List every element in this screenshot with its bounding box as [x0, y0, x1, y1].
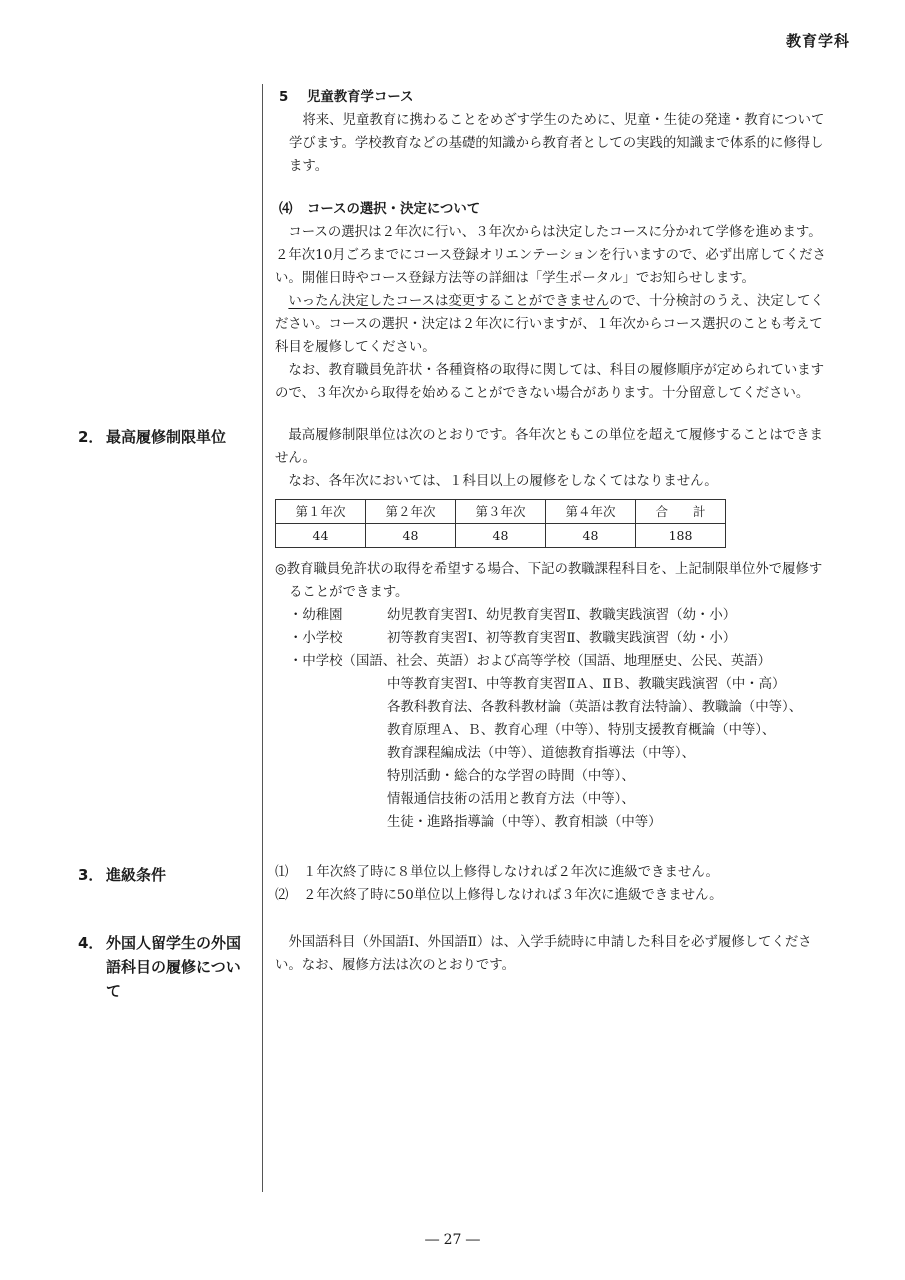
max-units-line: せん。 [275, 451, 316, 466]
table-header-cell: 第１年次 [276, 500, 366, 524]
course-selection-title: コースの選択・決定について [307, 202, 481, 217]
table-cell: 44 [276, 524, 366, 548]
junior-course-line: 生徒・進路指導論（中等）、教育相談（中等） [387, 815, 662, 830]
junior-high-label: ・中学校（国語、社会、英語）および高等学校（国語、地理歴史、公民、英語） [289, 654, 772, 669]
selection-warning-underlined: いったん決定したコースは変更することができません [288, 294, 610, 309]
course5-block [275, 86, 850, 178]
selection-line: ださい。コースの選択・決定は２年次に行いますが、１年次からコース選択のことも考えて [275, 317, 823, 332]
course-selection-block [275, 198, 850, 405]
foreign-language-heading [78, 931, 258, 1003]
list-item [275, 884, 850, 907]
course5-number: 5 [279, 90, 289, 105]
department-header: 教育学科 [785, 32, 850, 50]
list-item [275, 627, 850, 650]
list-item-label: ・小学校 [289, 631, 343, 646]
max-units-block [275, 424, 850, 834]
foreign-heading-line: 語科目の履修につい [106, 958, 241, 976]
table-row [276, 524, 726, 548]
promotion-item-number: ⑴ [275, 865, 289, 880]
table-header-cell: 第４年次 [546, 500, 636, 524]
promotion-title: 進級条件 [106, 866, 167, 884]
foreign-heading-number: 4． [78, 934, 104, 952]
selection-line: コースの選択は２年次に行い、３年次からは決定したコースに分かれて学修を進めます。 [288, 225, 822, 240]
table-header-cell: 合 計 [636, 500, 726, 524]
course5-line: ます。 [289, 159, 329, 174]
junior-course-line: 教育原理Ａ、Ｂ、教育心理（中等）、特別支援教育概論（中等）、 [387, 723, 776, 738]
table-cell: 188 [636, 524, 726, 548]
foreign-heading-line: 外国人留学生の外国 [106, 934, 242, 952]
course5-line: 将来、児童教育に携わることをめざす学生のために、児童・生徒の発達・教育について [302, 113, 825, 128]
promotion-number: 3． [78, 866, 104, 884]
list-item [275, 861, 850, 884]
table-header-row [276, 500, 726, 524]
vertical-divider [262, 84, 263, 1192]
course-selection-heading [275, 198, 850, 221]
junior-high-courses [275, 673, 850, 834]
max-units-title: 最高履修制限単位 [106, 428, 227, 446]
promotion-item-text: ２年次終了時に50単位以上修得しなければ３年次に進級できません。 [303, 888, 723, 903]
teaching-license-note [275, 558, 850, 604]
selection-warning-line [275, 290, 850, 313]
promotion-item-text: １年次終了時に８単位以上修得しなければ２年次に進級できません。 [303, 865, 719, 880]
selection-line: い。開催日時やコース登録方法等の詳細は「学生ポータル」でお知らせします。 [275, 271, 755, 286]
course5-line: 学びます。学校教育などの基礎的知識から教育者としての実践的知識まで体系的に修得し [289, 136, 824, 151]
promotion-block [275, 861, 850, 907]
list-item-value: 初等教育実習Ⅰ、初等教育実習Ⅱ、教職実践演習（幼・小） [387, 631, 737, 646]
junior-course-line: 教育課程編成法（中等）、道徳教育指導法（中等）、 [387, 746, 695, 761]
table-cell: 48 [456, 524, 546, 548]
course5-text [275, 109, 850, 178]
max-units-table [275, 499, 726, 548]
list-item-label: ・幼稚園 [289, 608, 343, 623]
junior-course-line: 特別活動・総合的な学習の時間（中等）、 [387, 769, 635, 784]
note-line: ることができます。 [289, 585, 409, 600]
course-selection-number: ⑷ [279, 202, 293, 217]
table-header-cell: 第３年次 [456, 500, 546, 524]
junior-course-line: 各教科教育法、各教科教材論（英語は教育法特論）、教職論（中等）、 [387, 700, 803, 715]
selection-line: なお、教育職員免許状・各種資格の取得に関しては、科目の履修順序が定められています [288, 363, 825, 378]
table-cell: 48 [546, 524, 636, 548]
max-units-heading [78, 425, 258, 449]
course5-title: 児童教育学コース [307, 90, 414, 105]
list-item [275, 604, 850, 627]
table-cell: 48 [366, 524, 456, 548]
promotion-heading [78, 863, 258, 887]
promotion-item-number: ⑵ [275, 888, 289, 903]
selection-line: ２年次10月ごろまでにコース登録オリエンテーションを行いますので、必ず出席してくださ [275, 248, 826, 263]
foreign-line: い。なお、履修方法は次のとおりです。 [275, 958, 515, 973]
course5-heading [275, 86, 850, 109]
max-units-line: なお、各年次においては、１科目以上の履修をしなくてはなりません。 [288, 474, 718, 489]
foreign-language-block [275, 931, 850, 977]
foreign-heading-line: て [106, 982, 122, 1000]
page-number: ― 27 ― [425, 1232, 480, 1248]
junior-course-line: 情報通信技術の活用と教育方法（中等）、 [387, 792, 635, 807]
selection-line: ので、３年次から取得を始めることができない場合があります。十分留意してください。 [275, 386, 810, 401]
table-header-cell: 第２年次 [366, 500, 456, 524]
max-units-number: 2． [78, 428, 104, 446]
max-units-line: 最高履修制限単位は次のとおりです。各年次ともこの単位を超えて履修することはできま [288, 428, 823, 443]
note-line: ◎教育職員免許状の取得を希望する場合、下記の教職課程科目を、上記制限単位外で履修す [275, 562, 823, 577]
foreign-line: 外国語科目（外国語Ⅰ、外国語Ⅱ）は、入学手続時に申請した科目を必ず履修してくださ [288, 935, 812, 950]
list-item-value: 幼児教育実習Ⅰ、幼児教育実習Ⅱ、教職実践演習（幼・小） [387, 608, 737, 623]
selection-warning-rest: ので、十分検討のうえ、決定してく [609, 294, 824, 309]
junior-course-line: 中等教育実習Ⅰ、中等教育実習ⅡＡ、ⅡＢ、教職実践演習（中・高） [387, 677, 786, 692]
selection-line: 科目を履修してください。 [275, 340, 436, 355]
